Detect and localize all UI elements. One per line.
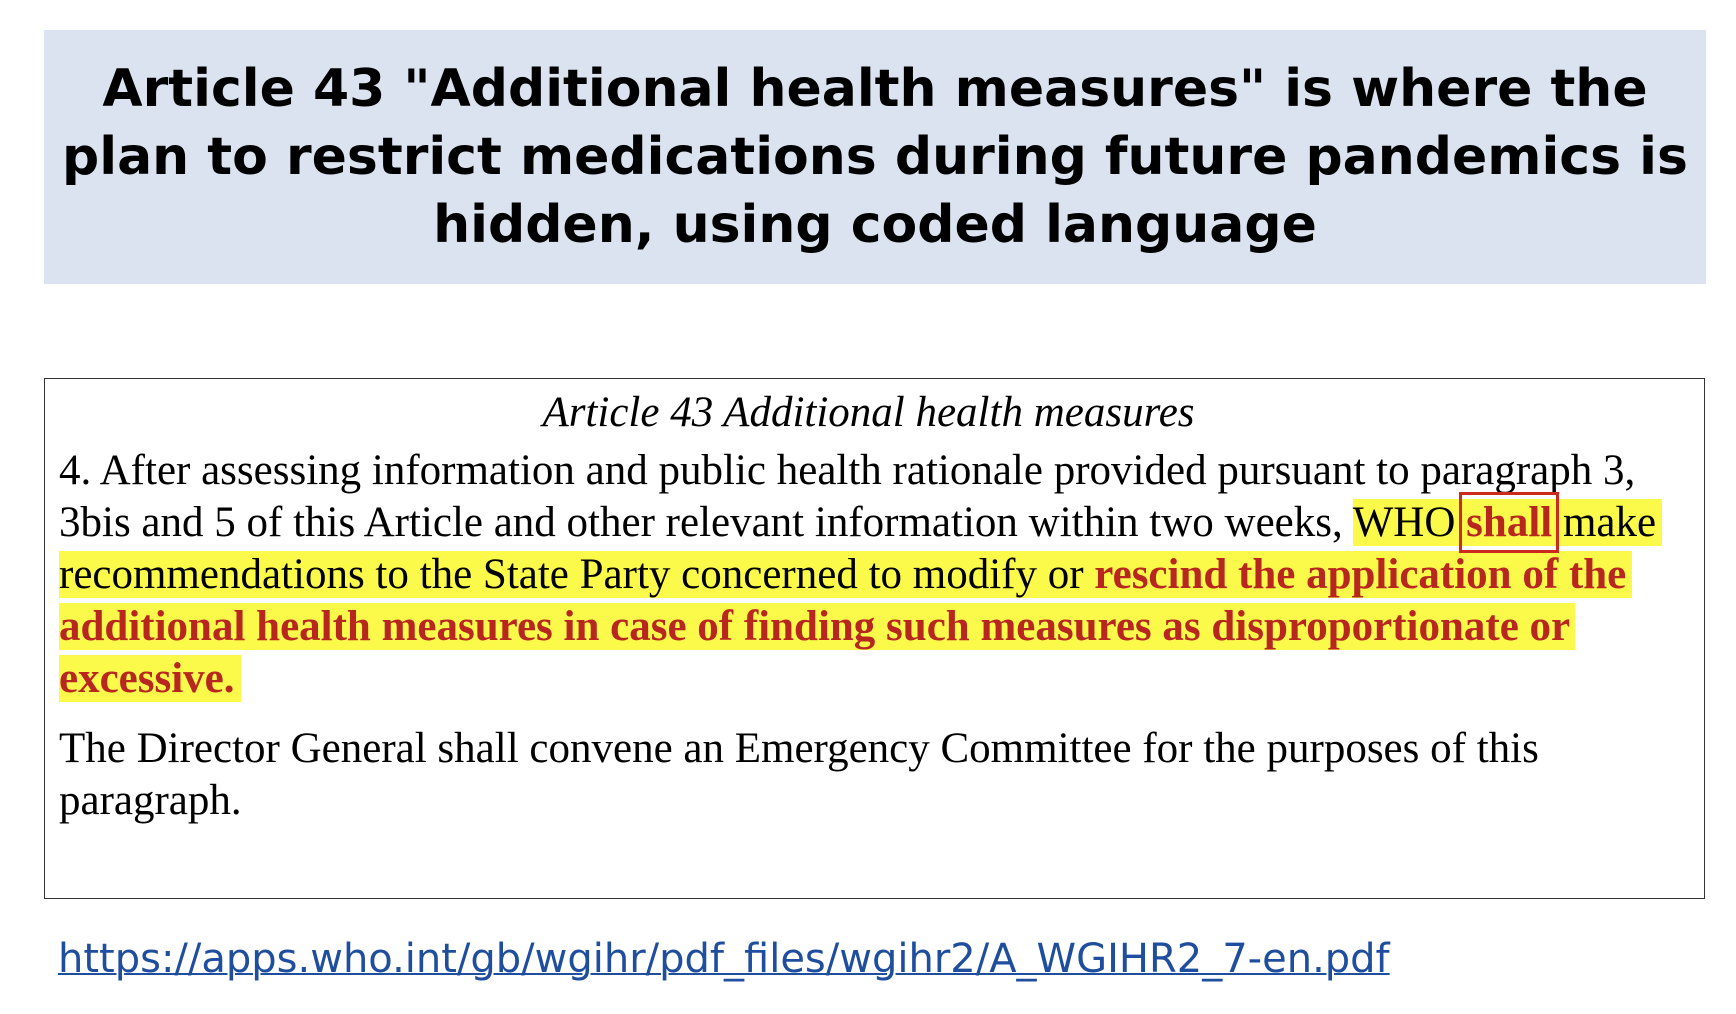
- rescind-emphasis: rescind the application of the additional health measures in case of finding such measures as disproportionate or excessive.: [59, 551, 1627, 702]
- excerpt-heading: Article 43 Additional health measures: [542, 389, 1195, 436]
- slide-title: Article 43 "Additional health measures" is where the plan to restrict medications during future pandemics is hidden, using coded language: [62, 59, 1688, 255]
- article-excerpt-box: [44, 378, 1705, 899]
- source-link[interactable]: https://apps.who.int/gb/wgihr/pdf_files/wgihr2/A_WGIHR2_7-en.pdf: [58, 936, 1390, 982]
- shall-emphasis: shall: [1466, 499, 1553, 546]
- paragraph-middle-text: make recommendations to the State Party concerned to modify or: [59, 499, 1657, 598]
- who-text: WHO: [1352, 499, 1467, 546]
- title-banner: [44, 30, 1706, 284]
- director-general-note: The Director General shall convene an Emergency Committee for the purposes of this paragraph.: [59, 725, 1539, 824]
- paragraph-intro-text: 4. After assessing information and public health rationale provided pursuant to paragraph 3, 3bis and 5 of this Article and other relevant information within two weeks,: [59, 447, 1636, 546]
- excerpt-paragraph: [59, 445, 1678, 705]
